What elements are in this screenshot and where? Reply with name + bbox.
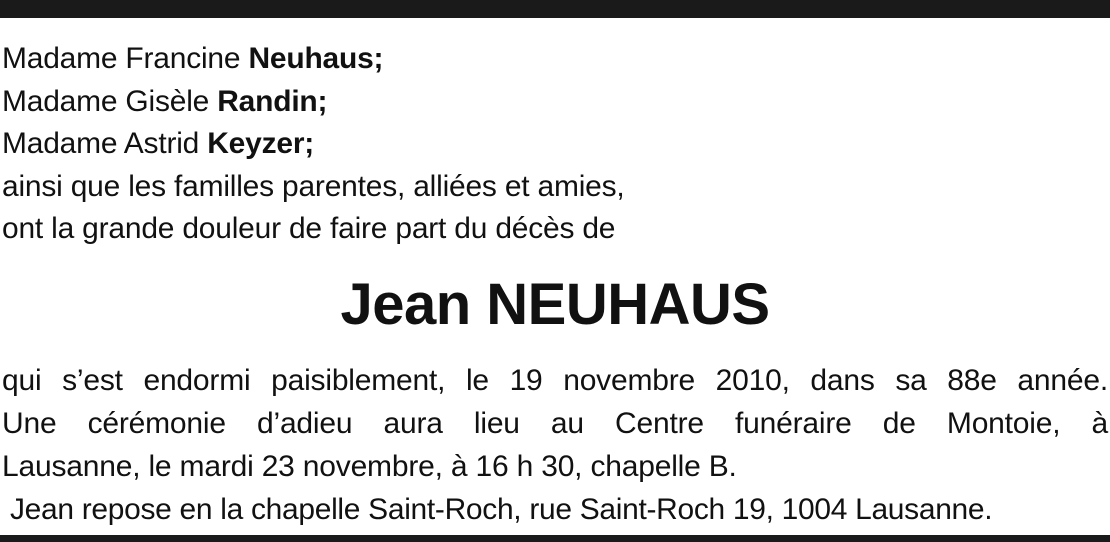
mourner-line-3 [2, 123, 1106, 166]
families-line: ainsi que les familles parentes, alliées et amies, [2, 169, 625, 203]
mourner-3-surname: Keyzer; [207, 127, 315, 160]
mourner-line-1 [2, 38, 1106, 81]
deceased-name: Jean NEUHAUS [340, 271, 770, 337]
ceremony-paragraph [2, 359, 1108, 488]
mourner-1-surname: Neuhaus; [248, 42, 384, 75]
mourner-2-prefix: Madame Gisèle [2, 84, 210, 118]
obituary-notice [2, 38, 1108, 531]
ceremony-line-1: Une cérémonie d’adieu aura lieu au Centre funéraire de Montoie, à [2, 406, 1108, 440]
bottom-rule [0, 535, 1110, 542]
mourner-line-2 [2, 81, 1106, 124]
mourner-3-prefix: Madame Astrid [2, 127, 200, 160]
top-rule [0, 0, 1110, 18]
rest-line: Jean repose en la chapelle Saint-Roch, rue Saint-Roch 19, 1004 Lausanne. [9, 492, 993, 526]
mourner-2-surname: Randin; [217, 84, 328, 118]
passing-line: qui s’est endormi paisiblement, le 19 novembre 2010, dans sa 88e année. [2, 363, 1108, 397]
grief-line: ont la grande douleur de faire part du décès de [2, 212, 616, 245]
mourner-1-prefix: Madame Francine [2, 42, 241, 75]
ceremony-line-2: Lausanne, le mardi 23 novembre, à 16 h 30, chapelle B. [2, 449, 737, 483]
